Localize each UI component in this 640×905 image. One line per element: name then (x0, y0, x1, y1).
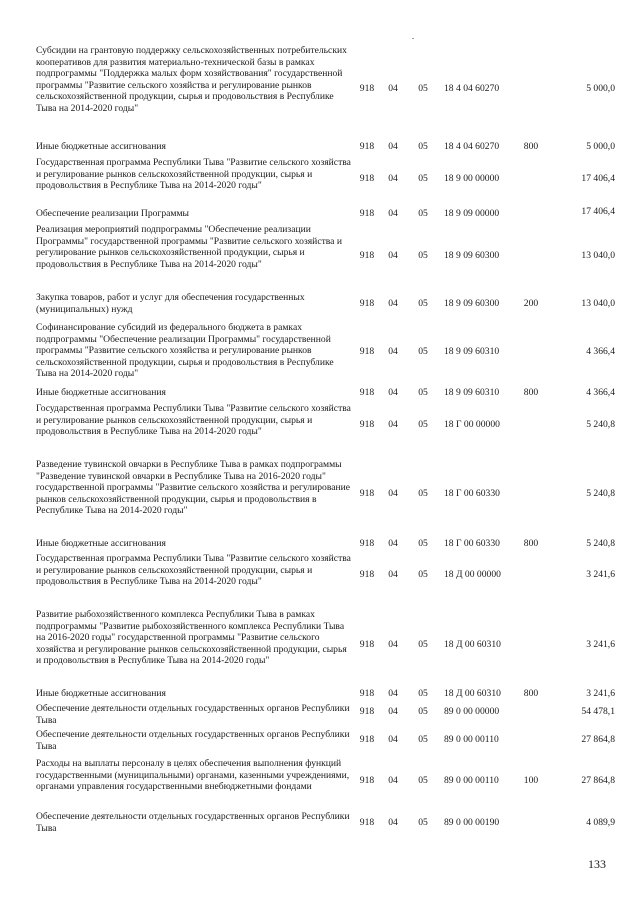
row-code: 918 (359, 250, 375, 261)
row-subsection: 05 (418, 387, 428, 398)
row-section: 04 (388, 208, 398, 219)
row-subsection: 05 (418, 639, 428, 650)
row-section: 04 (388, 298, 398, 309)
row-article: 18 4 04 60270 (444, 83, 500, 94)
row-section: 04 (388, 250, 398, 261)
row-sum: 17 406,4 (581, 173, 615, 184)
row-article: 18 Г 00 60330 (444, 488, 500, 499)
row-name: Софинансирование субсидий из федерального бюджета в рамках подпрограммы "Обеспечение реализации Программы" государственной программы "Развитие сельского хозяйства и регулирование рынков сельскохозяйственной продукции, сырья и продовольствия в Республике Тыва на 2014-2020 годы" (36, 322, 334, 380)
row-section: 04 (388, 488, 398, 499)
row-sum: 17 406,4 (581, 206, 615, 217)
row-code: 918 (359, 734, 375, 745)
row-code: 918 (359, 775, 375, 786)
row-code: 918 (359, 208, 375, 219)
row-sum: 13 040,0 (581, 298, 615, 309)
row-article: 18 9 09 60300 (444, 298, 500, 309)
row-article: 18 9 00 00000 (444, 173, 500, 184)
row-name: Иные бюджетные ассигнования (36, 688, 166, 699)
row-subsection: 05 (418, 83, 428, 94)
row-sum: 3 241,6 (586, 639, 615, 650)
row-subsection: 05 (418, 688, 428, 699)
row-code: 918 (359, 141, 375, 152)
row-section: 04 (388, 775, 398, 786)
row-name: Обеспечение деятельности отдельных государственных органов Республики Тыва (36, 811, 350, 834)
row-name: Обеспечение реализации Программы (36, 208, 189, 219)
row-article: 18 9 09 60300 (444, 250, 500, 261)
row-section: 04 (388, 141, 398, 152)
row-subsection: 05 (418, 569, 428, 580)
scan-mark (412, 38, 414, 39)
row-sum: 5 000,0 (586, 83, 615, 94)
row-article: 18 9 09 60310 (444, 346, 500, 357)
row-code: 918 (359, 538, 375, 549)
row-expense-type: 200 (523, 298, 539, 309)
row-subsection: 05 (418, 298, 428, 309)
row-section: 04 (388, 419, 398, 430)
row-sum: 27 864,8 (581, 734, 615, 745)
row-article: 18 9 09 00000 (444, 208, 500, 219)
row-code: 918 (359, 817, 375, 828)
row-article: 18 9 09 60310 (444, 387, 500, 398)
row-article: 18 Д 00 60310 (444, 688, 501, 699)
row-name: Субсидии на грантовую поддержку сельскохозяйственных потребительских кооперативов для развития материально-технической базы в рамках подпрограммы "Поддержка малых форм хозяйствования" государственной программы "Развитие сельского хозяйства и регулирование рынков сельскохозяйственной продукции, сырья и продовольствия в Республике Тыва на 2014-2020 годы" (36, 45, 347, 114)
row-name: Государственная программа Республики Тыва "Развитие сельского хозяйства и регулирование рынков сельскохозяйственной продукции, сырья и продовольствия в Республике Тыва на 2014-2020 годы" (36, 403, 351, 438)
row-subsection: 05 (418, 173, 428, 184)
row-name: Иные бюджетные ассигнования (36, 141, 166, 152)
row-article: 18 Д 00 00000 (444, 569, 501, 580)
row-code: 918 (359, 346, 375, 357)
row-name: Закупка товаров, работ и услуг для обеспечения государственных (муниципальных) нужд (36, 292, 305, 315)
row-code: 918 (359, 173, 375, 184)
row-expense-type: 800 (523, 141, 539, 152)
row-subsection: 05 (418, 775, 428, 786)
row-name: Разведение тувинской овчарки в Республике Тыва в рамках подпрограммы "Разведение тувинской овчарки в Республике Тыва на 2016-2020 годы" государственной программы "Развитие сельского хозяйства и регулирование рынков сельскохозяйственной продукции, сырья и продовольствия в Республике Тыва на 2014-2020 годы" (36, 459, 351, 517)
row-name: Реализация мероприятий подпрограммы "Обеспечение реализации Программы" государственной программы "Развитие сельского хозяйства и регулирование рынков сельскохозяйственной продукции, сырья и продовольствия в Республике Тыва на 2014-2020 годы" (36, 224, 342, 270)
row-subsection: 05 (418, 706, 428, 717)
row-section: 04 (388, 734, 398, 745)
row-code: 918 (359, 419, 375, 430)
row-subsection: 05 (418, 488, 428, 499)
row-section: 04 (388, 639, 398, 650)
row-code: 918 (359, 639, 375, 650)
row-name: Обеспечение деятельности отдельных государственных органов Республики Тыва (36, 729, 350, 752)
row-section: 04 (388, 387, 398, 398)
row-section: 04 (388, 817, 398, 828)
row-article: 18 Г 00 60330 (444, 538, 500, 549)
row-subsection: 05 (418, 817, 428, 828)
row-name: Расходы на выплаты персоналу в целях обеспечения выполнения функций государственными (муниципальными) органами, казенными учреждениями, органами управления государственными внебюджетными фондами (36, 758, 350, 793)
row-section: 04 (388, 346, 398, 357)
row-subsection: 05 (418, 141, 428, 152)
row-subsection: 05 (418, 250, 428, 261)
row-article: 18 Г 00 00000 (444, 419, 500, 430)
row-sum: 5 240,8 (586, 419, 615, 430)
row-sum: 13 040,0 (581, 250, 615, 261)
row-expense-type: 800 (523, 688, 539, 699)
row-sum: 4 366,4 (586, 346, 615, 357)
row-sum: 5 000,0 (586, 141, 615, 152)
row-article: 18 4 04 60270 (444, 141, 500, 152)
row-sum: 3 241,6 (586, 688, 615, 699)
row-code: 918 (359, 706, 375, 717)
row-code: 918 (359, 569, 375, 580)
row-sum: 3 241,6 (586, 569, 615, 580)
row-sum: 5 240,8 (586, 538, 615, 549)
row-code: 918 (359, 688, 375, 699)
row-section: 04 (388, 688, 398, 699)
row-subsection: 05 (418, 538, 428, 549)
row-section: 04 (388, 706, 398, 717)
row-code: 918 (359, 488, 375, 499)
row-sum: 27 864,8 (581, 775, 615, 786)
row-section: 04 (388, 173, 398, 184)
row-name: Государственная программа Республики Тыва "Развитие сельского хозяйства и регулирование рынков сельскохозяйственной продукции, сырья и продовольствия в Республике Тыва на 2014-2020 годы" (36, 553, 351, 588)
row-sum: 54 478,1 (581, 706, 615, 717)
row-name: Государственная программа Республики Тыва "Развитие сельского хозяйства и регулирование рынков сельскохозяйственной продукции, сырья и продовольствия в Республике Тыва на 2014-2020 годы" (36, 157, 351, 192)
row-name: Обеспечение деятельности отдельных государственных органов Республики Тыва (36, 703, 350, 726)
row-code: 918 (359, 83, 375, 94)
row-subsection: 05 (418, 419, 428, 430)
row-subsection: 05 (418, 734, 428, 745)
row-section: 04 (388, 569, 398, 580)
row-article: 89 0 00 00110 (444, 734, 499, 745)
row-section: 04 (388, 538, 398, 549)
row-subsection: 05 (418, 208, 428, 219)
row-sum: 4 089,9 (586, 817, 615, 828)
row-sum: 5 240,8 (586, 488, 615, 499)
row-article: 89 0 00 00110 (444, 775, 499, 786)
row-article: 89 0 00 00000 (444, 706, 500, 717)
row-expense-type: 800 (523, 387, 539, 398)
row-code: 918 (359, 387, 375, 398)
row-expense-type: 800 (523, 538, 539, 549)
row-sum: 4 366,4 (586, 387, 615, 398)
row-article: 18 Д 00 60310 (444, 639, 501, 650)
row-code: 918 (359, 298, 375, 309)
row-subsection: 05 (418, 346, 428, 357)
row-section: 04 (388, 83, 398, 94)
row-name: Иные бюджетные ассигнования (36, 387, 166, 398)
row-name: Иные бюджетные ассигнования (36, 538, 166, 549)
row-name: Развитие рыбохозяйственного комплекса Республики Тыва в рамках подпрограммы "Развитие рыбохозяйственного комплекса Республики Тыва на 2016-2020 годы" государственной программы "Развитие сельского хозяйства и регулирование рынков сельскохозяйственной продукции, сырья и продовольствия в Республике Тыва на 2014-2020 годы" (36, 609, 347, 667)
row-article: 89 0 00 00190 (444, 817, 500, 828)
page-number: 133 (588, 857, 606, 871)
row-expense-type: 100 (523, 775, 539, 786)
